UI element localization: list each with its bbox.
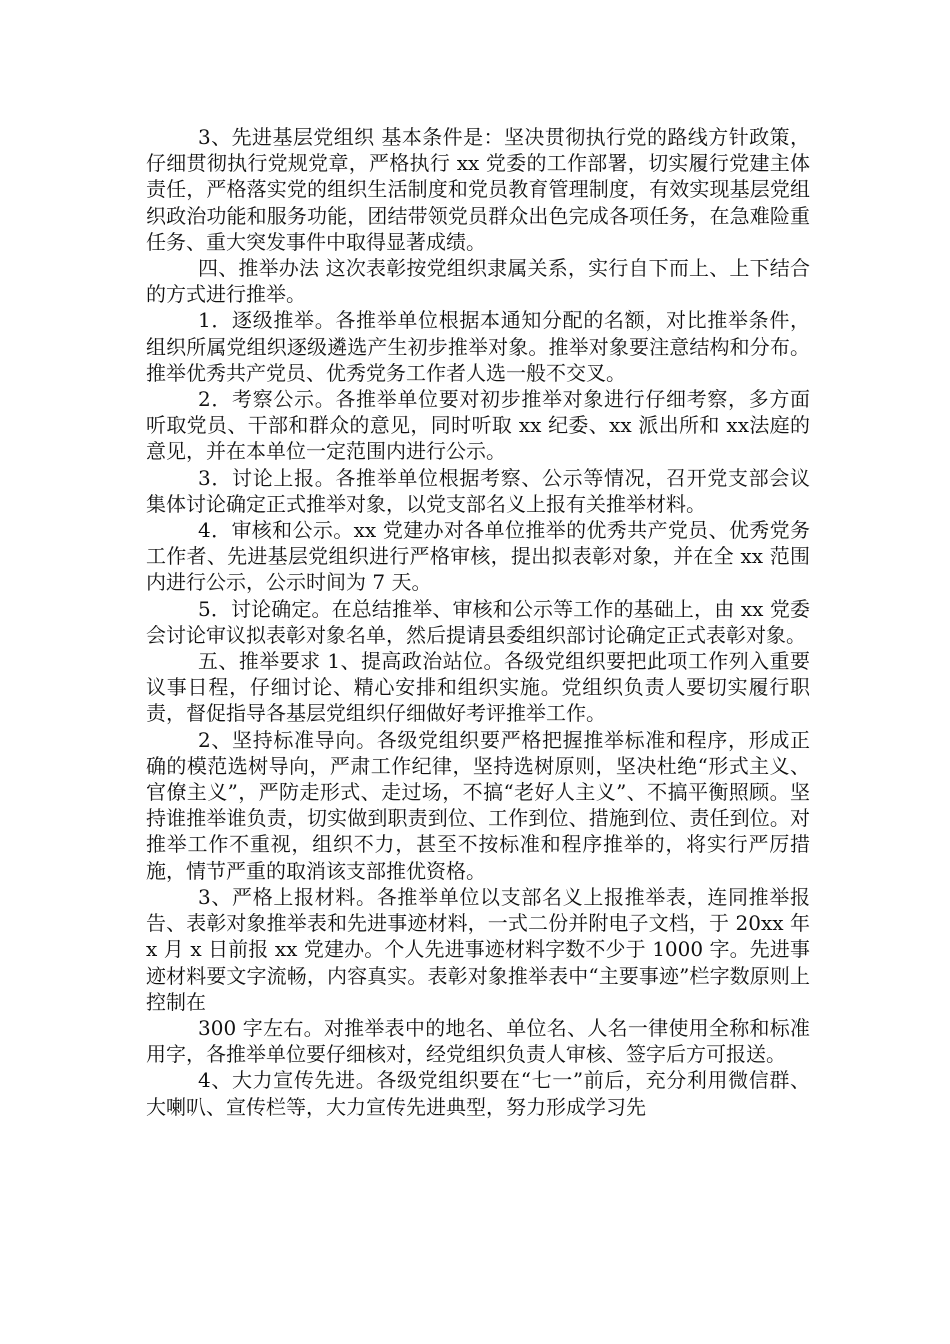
paragraph-requirement-3-continued: 300 字左右。对推举表中的地名、单位名、人名一律使用全称和标准用字，各推举单位要仔细核对，经党组织负责人审核、签字后方可报送。 (146, 1015, 810, 1067)
paragraph-step-2-inspect: 2．考察公示。各推举单位要对初步推举对象进行仔细考察，多方面听取党员、干部和群众的意见，同时听取 xx 纪委、xx 派出所和 xx法庭的意见，并在本单位一定范围内进行公示。 (146, 387, 810, 464)
paragraph-step-5-confirm: 5．讨论确定。在总结推举、审核和公示等工作的基础上，由 xx 党委会讨论审议拟表彰对象名单，然后提请县委组织部讨论确定正式表彰对象。 (146, 596, 810, 647)
paragraph-requirement-2-standards: 2、坚持标准导向。各级党组织要严格把握推举标准和程序，形成正确的模范选树导向，严肃工作纪律，坚持选树原则，坚决杜绝“形式主义、官僚主义”，严防走形式、走过场，不搞“老好人主义”、不搞平衡照顾。坚持谁推举谁负责，切实做到职责到位、工作到位、措施到位、责任到位。对推举工作不重视，组织不力，甚至不按标准和程序推举的，将实行严厉措施，情节严重的取消该支部推优资格。 (146, 727, 810, 883)
paragraph-advanced-party-org-conditions: 3、先进基层党组织 基本条件是：坚决贯彻执行党的路线方针政策，仔细贯彻执行党规党章，严格执行 xx 党委的工作部署，切实履行党建主体责任，严格落实党的组织生活制度和党员教育管理制度，有效实现基层党组织政治功能和服务功能，团结带领党员群众出色完成各项任务，在急难险重任务、重大突发事件中取得显著成绩。 (146, 125, 810, 254)
paragraph-step-1-recommend: 1．逐级推举。各推举单位根据本通知分配的名额，对比推举条件，组织所属党组织逐级遴选产生初步推举对象。推举对象要注意结构和分布。推举优秀共产党员、优秀党务工作者人选一般不交叉。 (146, 308, 810, 385)
paragraph-step-4-review: 4．审核和公示。xx 党建办对各单位推举的优秀共产党员、优秀党务工作者、先进基层党组织进行严格审核，提出拟表彰对象，并在全 xx 范围内进行公示，公示时间为 7 天。 (146, 518, 810, 595)
paragraph-section-four-method: 四、推举办法 这次表彰按党组织隶属关系，实行自下而上、上下结合的方式进行推举。 (146, 256, 810, 307)
paragraph-step-3-discuss: 3．讨论上报。各推举单位根据考察、公示等情况，召开党支部会议集体讨论确定正式推举对象，以党支部名义上报有关推举材料。 (146, 465, 810, 516)
paragraph-section-five-requirements: 五、推举要求 1、提高政治站位。各级党组织要把此项工作列入重要议事日程，仔细讨论、精心安排和组织实施。党组织负责人要切实履行职责，督促指导各基层党组织仔细做好考评推举工作。 (146, 649, 810, 726)
paragraph-requirement-4-publicity: 4、大力宣传先进。各级党组织要在“七一”前后，充分利用微信群、大喇叭、宣传栏等，大力宣传先进典型，努力形成学习先 (146, 1068, 810, 1119)
document-body (146, 124, 810, 1120)
paragraph-requirement-3-materials: 3、严格上报材料。各推举单位以支部名义上报推举表，连同推举报告、表彰对象推举表和先进事迹材料，一式二份并附电子文档，于 20xx 年 x 月 x 日前报 xx 党建办。个人先进事迹材料字数不少于 1000 字。先进事迹材料要文字流畅，内容真实。表彰对象推举表中“主要事迹”栏字数原则上控制在 (146, 884, 810, 1014)
